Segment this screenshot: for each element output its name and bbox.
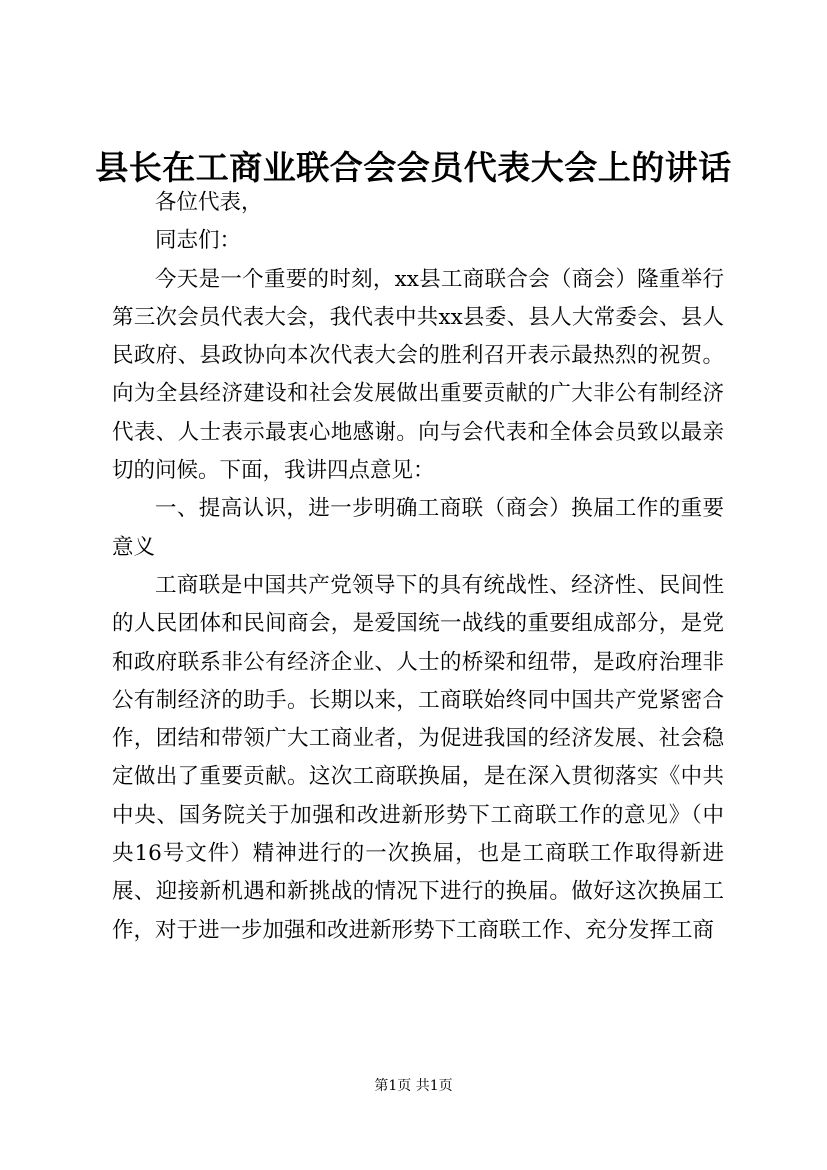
page-number-footer: 第1页 共1页 bbox=[374, 1078, 453, 1094]
document-title: 县长在工商业联合会会员代表大会上的讲话 bbox=[95, 148, 732, 187]
body-paragraph: 工商联是中国共产党领导下的具有统战性、经济性、民间性的人民团体和民间商会，是爱国统一战线的重要组成部分，是党和政府联系非公有经济企业、人士的桥梁和纽带，是政府治理非公有制经济的助手。长期以来，工商联始终同中国共产党紧密合作，团结和带领广大工商业者，为促进我国的经济发展、社会稳定做出了重要贡献。这次工商联换届，是在深入贯彻落实《中共中央、国务院关于加强和改进新形势下工商联工作的意见》（中央16号文件）精神进行的一次换届，也是工商联工作取得新进展、迎接新机遇和新挑战的情况下进行的换届。做好这次换届工作，对于进一步加强和改进新形势下工商联工作、充分发挥工商 bbox=[112, 572, 724, 943]
section-heading-1: 一、提高认识，进一步明确工商联（商会）换届工作的重要意义 bbox=[112, 496, 724, 560]
salutation-representatives: 各位代表， bbox=[155, 190, 263, 215]
opening-paragraph: 今天是一个重要的时刻，xx县工商联合会（商会）隆重举行第三次会员代表大会，我代表中共xx县委、县人大常委会、县人民政府、县政协向本次代表大会的胜利召开表示最热烈的祝贺。向为全县经济建设和社会发展做出重要贡献的广大非公有制经济代表、人士表示最衷心地感谢。向与会代表和全体会员致以最亲切的问候。下面，我讲四点意见： bbox=[112, 266, 724, 484]
salutation-comrades: 同志们： bbox=[155, 228, 242, 254]
document-body bbox=[112, 184, 724, 950]
